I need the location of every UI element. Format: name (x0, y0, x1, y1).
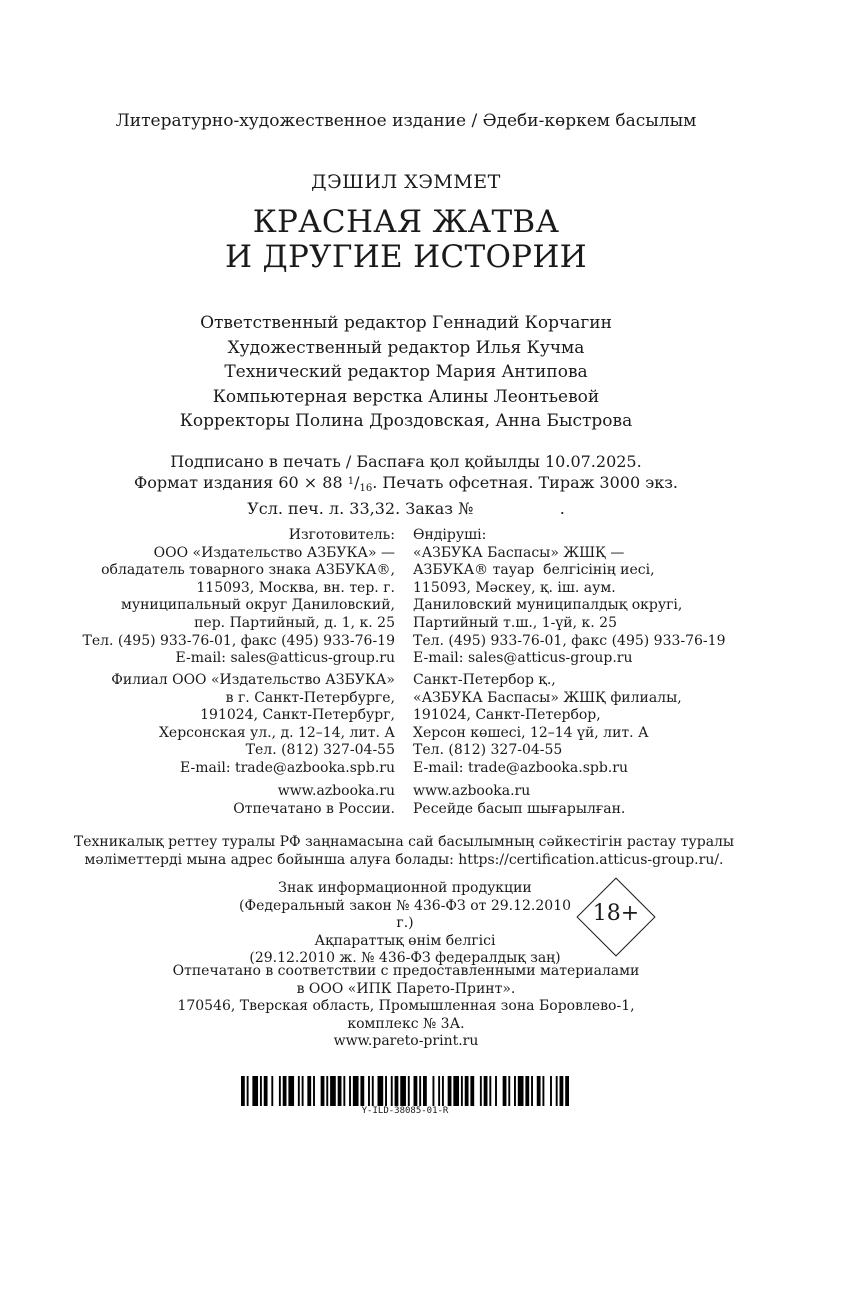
info-line: (29.12.2010 ж. № 436-ФЗ федералдық заң) (249, 950, 561, 967)
barcode-bar (537, 1076, 541, 1106)
barcode-bar (484, 1076, 488, 1106)
format-slash: / (354, 473, 360, 492)
format-line (0, 472, 812, 499)
info-line: в ООО «ИПК Парето-Принт». (296, 980, 516, 997)
barcode-bar (252, 1076, 258, 1106)
print-info (0, 452, 812, 519)
info-line: Өндіруші: (413, 527, 487, 543)
barcode-bar (330, 1076, 336, 1106)
info-line: комплекс № 3А. (347, 1015, 465, 1032)
barcode-bar (419, 1076, 421, 1106)
certification-note (0, 834, 808, 869)
info-line: муниципальный округ Даниловский, (120, 597, 395, 614)
barcode-bar (326, 1076, 328, 1106)
info-line: Изготовитель: (288, 527, 395, 543)
barcode-bar (353, 1076, 359, 1106)
info-product-sign (230, 880, 580, 968)
info-line: «АЗБУКА Баспасы» ЖШҚ филиалы, (413, 689, 682, 706)
info-line: Партийный т.ш., 1-үй, к. 25 (413, 614, 617, 631)
info-line: 191024, Санкт-Петербург, (200, 707, 395, 724)
barcode-bar (470, 1076, 474, 1106)
signed-date: Подписано в печать / Баспаға қол қойылды 10.07.2025. (170, 452, 642, 471)
barcode-bar (247, 1076, 249, 1106)
format-prefix: Формат издания 60 × 88 (133, 473, 348, 492)
barcode-bar (465, 1076, 469, 1106)
info-line: Тел. (812) 327-04-55 (413, 742, 563, 759)
order-line: Усл. печ. л. 33,32. Заказ № . (247, 499, 565, 518)
barcode-bar (414, 1076, 418, 1106)
title-line-2: И ДРУГИЕ ИСТОРИИ (225, 239, 587, 275)
barcode-bar (391, 1076, 393, 1106)
info-line: Ақпараттық өнім белгісі (314, 932, 496, 949)
barcode-bar (372, 1076, 374, 1106)
format-suffix: . Печать офсетная. Тираж 3000 экз. (372, 473, 678, 492)
credit-line: Компьютерная верстка Алины Леонтьевой (212, 386, 600, 407)
web-ru (233, 783, 395, 818)
barcode-bar (343, 1076, 345, 1106)
credit-line: Технический редактор Мария Антипова (224, 362, 588, 382)
info-line: 170546, Тверская область, Промышленная зона Боровлево-1, (177, 998, 635, 1015)
barcode-bar (349, 1076, 351, 1106)
barcode-bar (408, 1076, 410, 1106)
website-link: www.azbooka.ru (413, 783, 531, 799)
info-line: «АЗБУКА Баспасы» ЖШҚ — (413, 544, 625, 561)
info-line: Херсонская ул., д. 12–14, лит. А (158, 724, 395, 741)
barcode-bar (550, 1076, 552, 1106)
manufacturer-ru (83, 527, 395, 668)
branch-ru (111, 672, 395, 778)
editorial-credits (0, 311, 812, 434)
format-denominator: 16 (359, 483, 373, 494)
website-link: www.pareto-print.ru (333, 1033, 479, 1050)
barcode-bar (288, 1076, 294, 1106)
printer-info (0, 963, 812, 1051)
info-line: Даниловский муниципалдық округі, (413, 597, 683, 614)
barcode-bar (313, 1076, 315, 1106)
barcode-bar (442, 1076, 444, 1106)
barcode-bar (453, 1076, 459, 1106)
barcode-bar (385, 1076, 387, 1106)
barcode-bar (525, 1076, 529, 1106)
barcode-bar (461, 1076, 463, 1106)
barcode-bar (480, 1076, 482, 1106)
info-line: (Федеральный закон № 436-ФЗ от 29.12.2010 г.) (238, 897, 572, 932)
barcode-bar (400, 1076, 406, 1106)
book-title (0, 205, 812, 275)
info-line: АЗБУКА® тауар белгісінің иесі, (413, 562, 655, 579)
barcode-bar (279, 1076, 281, 1106)
barcode-bar (395, 1076, 399, 1106)
barcode-bar (360, 1076, 364, 1106)
info-line: E-mail: sales@atticus-group.ru (413, 650, 633, 667)
branch-kz (413, 672, 682, 778)
barcode-bar (495, 1076, 497, 1106)
barcode-bar (307, 1076, 311, 1106)
age-rating-label: 18+ (592, 901, 640, 926)
manufacturer-kz (413, 527, 725, 668)
info-line: мәліметтерді мына адрес бойынша алуға болады: https://certification.atticus-group.ru/. (84, 851, 724, 868)
info-line: E-mail: trade@azbooka.spb.ru (180, 759, 395, 776)
credit-line: Художественный редактор Илья Кучма (227, 337, 585, 358)
info-line: 191024, Санкт-Петербор, (413, 707, 601, 724)
info-line: 115093, Москва, вн. тер. г. (196, 579, 395, 596)
web-kz (413, 783, 625, 818)
barcode-bar (432, 1076, 434, 1106)
author-name: ДЭШИЛ ХЭММЕТ (311, 171, 501, 193)
barcode-bar (264, 1076, 268, 1106)
barcode-bar (271, 1076, 273, 1106)
info-line: пер. Партийный, д. 1, к. 25 (194, 614, 395, 631)
credit-line: Ответственный редактор Геннадий Корчагин (200, 313, 612, 333)
info-line: Отпечатано в России. (233, 800, 395, 817)
info-line: Филиал ООО «Издательство АЗБУКА» (111, 672, 395, 688)
barcode-bar (368, 1076, 370, 1106)
barcode-bar (531, 1076, 533, 1106)
info-line: Херсон көшесі, 12–14 үй, лит. А (413, 724, 649, 741)
barcode-bar (560, 1076, 564, 1106)
series-line: Литературно-художественное издание / Әдеби-көркем басылым (115, 111, 697, 131)
info-line: в г. Санкт-Петербурге, (225, 689, 395, 706)
barcode-bar (514, 1076, 516, 1106)
info-line: Ресейде басып шығарылған. (413, 800, 626, 817)
barcode-code: Y-ILD-38085-01-R (361, 1106, 449, 1116)
info-line: E-mail: trade@azbooka.spb.ru (413, 759, 628, 776)
barcode-bar (565, 1076, 569, 1106)
barcode-bar (489, 1076, 491, 1106)
info-line: Тел. (495) 933-76-01, факс (495) 933-76-19 (413, 632, 726, 649)
barcode-bar (556, 1076, 558, 1106)
barcode-bar (241, 1076, 245, 1106)
info-line: Тел. (495) 933-76-01, факс (495) 933-76-19 (82, 632, 395, 649)
info-line: Тел. (812) 327-04-55 (245, 742, 395, 759)
credit-line: Корректоры Полина Дроздовская, Анна Быстрова (179, 411, 633, 431)
info-line: 115093, Мәскеу, қ. іш. аум. (413, 579, 616, 596)
info-line: ООО «Издательство АЗБУКА» — (153, 544, 395, 561)
format-numerator: 1 (347, 476, 355, 487)
barcode-bar (518, 1076, 524, 1106)
barcode-bar (542, 1076, 544, 1106)
barcode-bar (448, 1076, 452, 1106)
barcode (241, 1076, 569, 1106)
website-link: www.azbooka.ru (277, 783, 395, 799)
barcode-bar (321, 1076, 325, 1106)
barcode-bar (302, 1076, 304, 1106)
barcode-bar (438, 1076, 440, 1106)
barcode-bar (338, 1076, 342, 1106)
info-line: E-mail: sales@atticus-group.ru (175, 650, 395, 667)
info-line: Санкт-Петербор қ., (413, 672, 556, 688)
barcode-bar (503, 1076, 507, 1106)
barcode-bar (298, 1076, 300, 1106)
barcode-bar (508, 1076, 510, 1106)
title-line-1: КРАСНАЯ ЖАТВА (252, 204, 560, 240)
info-line: обладатель товарного знака АЗБУКА®, (101, 562, 395, 579)
barcode-bar (378, 1076, 384, 1106)
info-line: Знак информационной продукции (278, 880, 532, 896)
barcode-bar (260, 1076, 262, 1106)
info-line: Техникалық реттеу туралы РФ заңнамасына сай басылымның сәйкестігін растау туралы (73, 834, 735, 850)
barcode-bar (423, 1076, 427, 1106)
barcode-bar (283, 1076, 287, 1106)
info-line: Отпечатано в соответствии с предоставленными материалами (172, 963, 640, 979)
